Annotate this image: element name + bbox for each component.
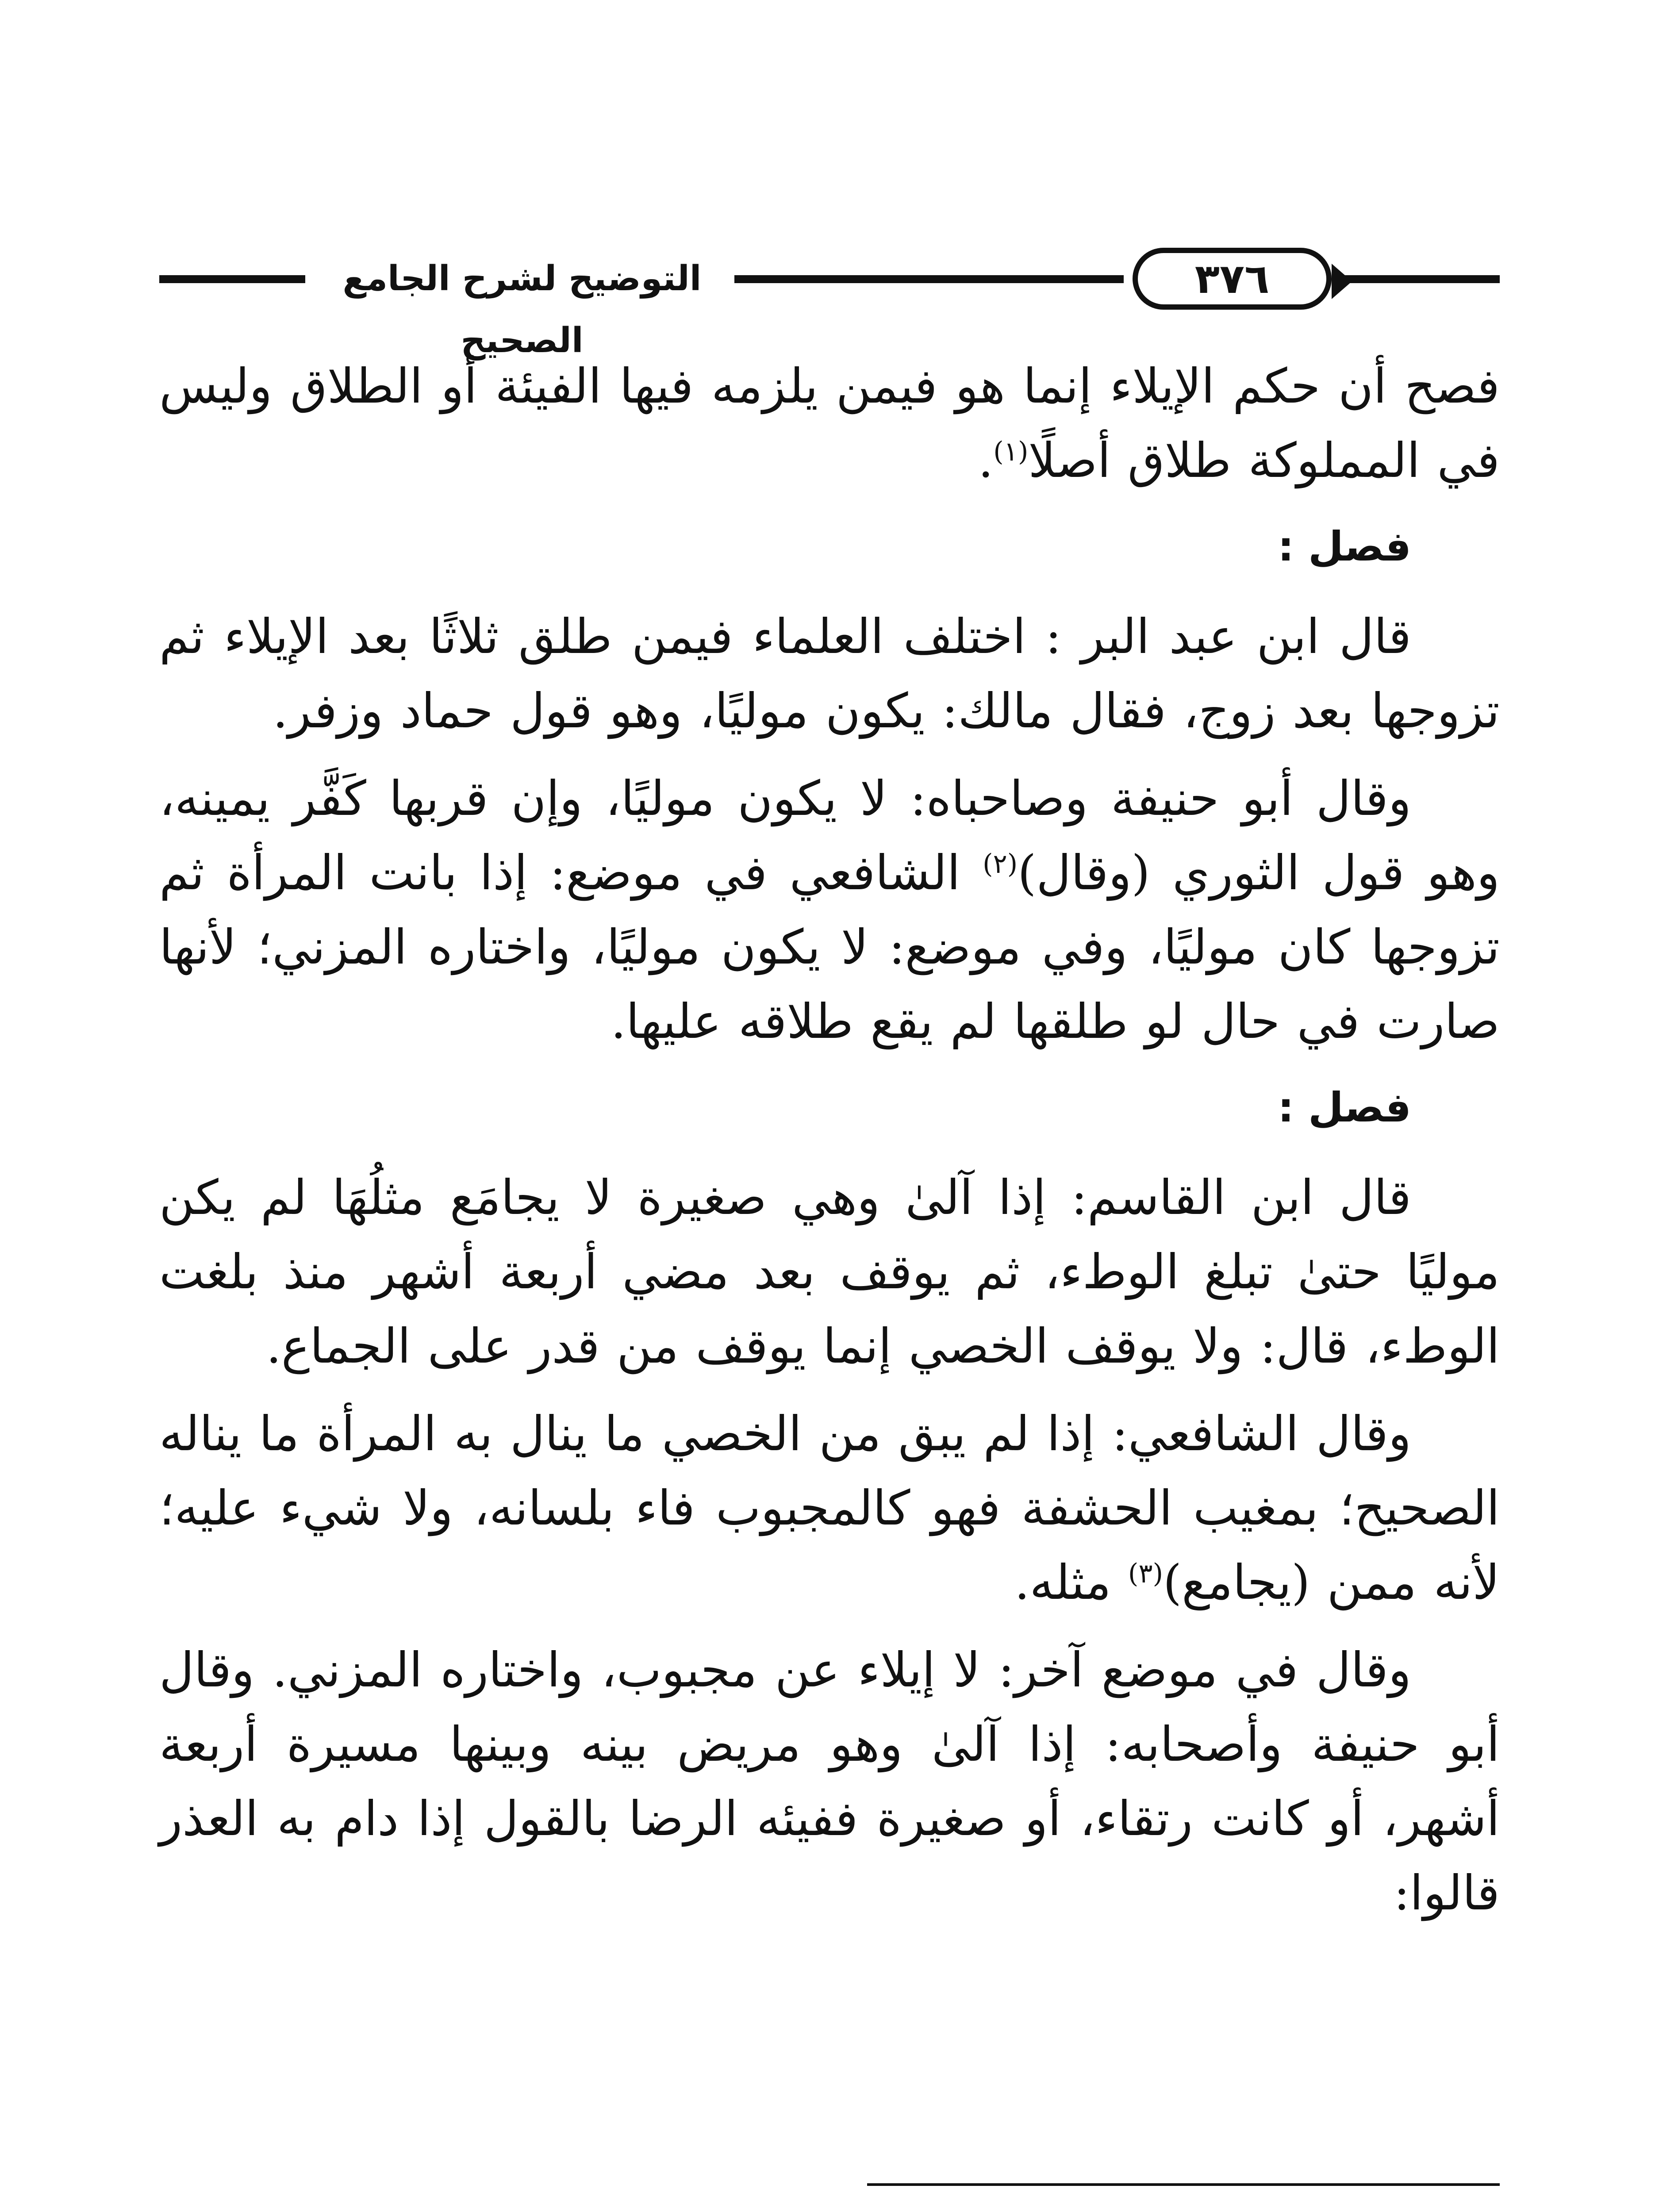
section-heading-1: فصل : xyxy=(1278,523,1411,570)
paragraph-1-text: فصح أن حكم الإيلاء إنما هو فيمن يلزمه فيها الفيئة أو الطلاق وليس في المملوكة طلاق أصلًا xyxy=(159,359,1500,488)
paragraph-2: قال ابن عبد البر : اختلف العلماء فيمن طلق ثلاثًا بعد الإيلاء ثم تزوجها بعد زوج، فقال مالك: يكون موليًا، وهو قول حماد وزفر. xyxy=(159,609,1500,739)
header-rule-right xyxy=(1345,275,1500,283)
header-rule-middle xyxy=(734,275,1124,283)
paragraph-4: قال ابن القاسم: إذا آلىٰ وهي صغيرة لا يجامَع مثلُهَا لم يكن موليًا حتىٰ تبلغ الوطء، ثم يوقف بعد مضي أربعة أشهر منذ بلغت الوطء، قال: ولا يوقف الخصي إنما يوقف من قدر على الجماع. xyxy=(159,1170,1500,1374)
footnote-separator xyxy=(867,2183,1500,2186)
main-text xyxy=(159,349,1500,1944)
paragraph-5-part-a: وقال الشافعي: إذا لم يبق من الخصي ما ينال به المرأة ما يناله الصحيح؛ بمغيب الحشفة فهو كالمجبوب فاء بلسانه، ولا شيء عليه؛ لأنه ممن (يجامع) xyxy=(159,1406,1500,1610)
footnotes xyxy=(159,2205,1500,2212)
footnote-ref-2: (٢) xyxy=(983,849,1018,879)
page-header xyxy=(159,248,1500,361)
footnote-1 xyxy=(159,2205,1500,2212)
section-heading-2: فصل : xyxy=(1278,1084,1411,1131)
paragraph-3-part-b: الشافعي في موضع: إذا بانت المرأة ثم تزوجها كان موليًا، وفي موضع: لا يكون موليًا، واختاره المزني؛ لأنها صارت في حال لو طلقها لم يقع طلاقه عليها. xyxy=(159,845,1500,1049)
paragraph-5 xyxy=(159,1397,1500,1620)
header-rule-left xyxy=(159,275,305,283)
paragraph-1-end: . xyxy=(978,433,994,488)
paragraph-5-part-b: مثله. xyxy=(1014,1555,1128,1610)
footnote-ref-3: (٣) xyxy=(1128,1558,1163,1589)
paragraph-6: وقال في موضع آخر: لا إيلاء عن مجبوب، واختاره المزني. وقال أبو حنيفة وأصحابه: إذا آلىٰ وهو مريض بينه وبينها مسيرة أربعة أشهر، أو كانت رتقاء، أو صغيرة ففيئه الرضا بالقول إذا دام به العذر قالوا: xyxy=(159,1643,1500,1921)
running-title: التوضيح لشرح الجامع الصحيح xyxy=(342,259,702,361)
paragraph-1 xyxy=(159,349,1500,498)
footnote-ref-1: (١) xyxy=(993,436,1029,467)
paragraph-3-part-a: وقال أبو حنيفة وصاحباه: لا يكون موليًا، وإن قربها كَفَّر يمينه، وهو قول الثوري (وقال) xyxy=(159,771,1500,901)
page-number: ٣٧٦ xyxy=(1133,248,1332,310)
paragraph-3 xyxy=(159,762,1500,1059)
